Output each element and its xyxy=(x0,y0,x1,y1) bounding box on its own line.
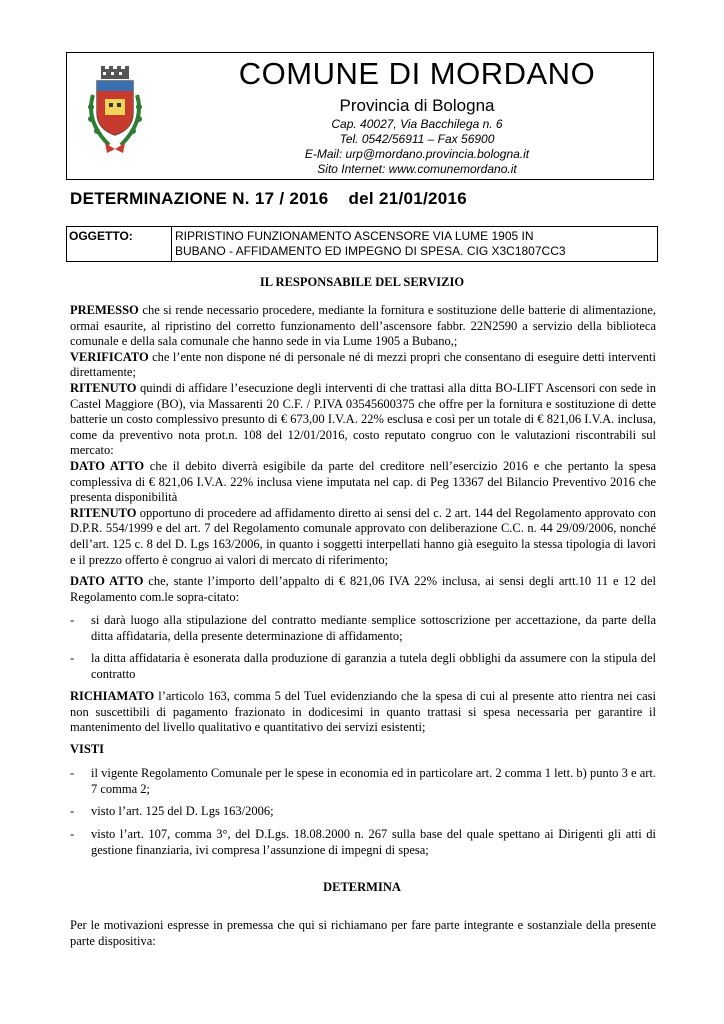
bullet-dash: - xyxy=(70,613,75,627)
bullet-dash: - xyxy=(70,651,75,665)
visti-keyword: VISTI xyxy=(70,742,105,756)
list-item xyxy=(70,804,656,820)
determination-heading xyxy=(70,189,467,209)
subject-label: OGGETTO: xyxy=(69,229,133,243)
visti-heading xyxy=(70,742,656,758)
municipality-name: COMUNE DI MORDANO xyxy=(238,56,596,91)
final-paragraph xyxy=(70,918,656,949)
website: Sito Internet: www.comunemordano.it xyxy=(317,162,517,176)
dato-atto-keyword-2: DATO ATTO xyxy=(70,574,144,588)
phone-fax: Tel. 0542/56911 – Fax 56900 xyxy=(339,132,495,146)
email-address: E-Mail: urp@mordano.provincia.bologna.it xyxy=(304,147,530,161)
verificato-text: che l’ente non dispone né di personale né di mezzi propri che consentano di eseguire detti interventi direttamente; xyxy=(70,349,656,380)
list-dash: - xyxy=(70,766,75,780)
responsabile-heading: IL RESPONSABILE DEL SERVIZIO xyxy=(259,275,465,289)
determination-number: DETERMINAZIONE N. 17 / 2016 xyxy=(70,189,329,208)
letterhead-text xyxy=(217,55,617,177)
premesso-keyword: PREMESSO xyxy=(70,303,139,317)
premesso-text: che si rende necessario procedere, mediante la fornitura e sostituzione delle batterie di alimentazione, ormai esaurite, al ripristino del corretto funzionamento dell’ascensore fabbr. 22N2590 a servizio della biblioteca comunale e della sala comunale che hanno sede in via Lume 1905 a Bubano,; xyxy=(70,303,656,349)
dato-atto-text-1: che il debito diverrà esigibile da parte del creditore nell’esercizio 2016 e che pertanto la spesa complessiva di € 821,06 I.V.A. 22% inclusa viene imputata nel cap. di Peg 13367 del Bilancio Preventivo 2016 che presenta disponibilità xyxy=(70,458,657,505)
dato-atto-paragraph-1 xyxy=(70,459,656,506)
subject-divider xyxy=(171,227,172,261)
ritenuto-paragraph-1 xyxy=(70,381,656,459)
preamble-block xyxy=(70,303,656,568)
ritenuto-keyword-1: RITENUTO xyxy=(70,380,137,395)
subject-box xyxy=(66,226,658,262)
richiamato-text: l’articolo 163, comma 5 del Tuel evidenziando che la spesa di cui al presente atto rientra nei casi non suscettibili di pagamento frazionato in dodicesimi in quanto trattasi si spesa necessaria per garantire il mantenimento del livello qualitativo e quantitativo dei servizi esistenti; xyxy=(70,689,656,735)
postal-address: Cap. 40027, Via Bacchilega n. 6 xyxy=(331,117,503,131)
dato-atto-keyword-1: DATO ATTO xyxy=(70,458,145,473)
visti-text-3: visto l’art. 107, comma 3°, del D.Lgs. 18.08.2000 n. 267 sulla base del quale spettano ai Dirigenti gli atti di gestione finanziaria, ivi compresa l’assunzione di impegni di spesa; xyxy=(91,827,656,857)
verificato-paragraph xyxy=(70,350,656,381)
richiamato-paragraph xyxy=(70,689,656,736)
premesso-paragraph xyxy=(70,303,656,350)
determina-heading: DETERMINA xyxy=(323,880,401,894)
ritenuto-paragraph-2 xyxy=(70,506,656,568)
list-item xyxy=(70,827,656,858)
province-name: Provincia di Bologna xyxy=(339,96,495,115)
list-dash: - xyxy=(70,827,75,841)
dato-atto-text-2: che, stante l’importo dell’appalto di € 821,06 IVA 22% inclusa, ai sensi degli artt.10 11 e 12 del Regolamento com.le sopra-citato: xyxy=(70,574,657,604)
visti-text-1: il vigente Regolamento Comunale per le spese in economia ed in particolare art. 2 comma 1 lett. b) punto 3 e art. 7 comma 2; xyxy=(91,766,656,796)
ritenuto-text-1: quindi di affidare l’esecuzione degli interventi di che trattasi alla ditta BO-LIFT Ascensori con sede in Castel Maggiore (BO), via Massarenti 20 C.F. / P.IVA 03545600375 che offre per la fornitura e sostituzione di dette batterie un costo complessivo presunto di € 673,00 I.V.A. 22% esclusa e così per un totale di € 821,06 I.V.A. inclusa, come da preventivo nota prot.n. 108 del 12/01/2016, costo reputato congruo con le valutazioni riscontrabili sul mercato: xyxy=(70,380,656,458)
list-item xyxy=(70,766,656,797)
ritenuto-keyword-2: RITENUTO xyxy=(70,505,137,520)
dato-atto-paragraph-2 xyxy=(70,574,656,605)
final-text: Per le motivazioni espresse in premessa che qui si richiamano per fare parte integrante e sostanziale della presente parte dispositiva: xyxy=(70,918,656,948)
subject-line-1: RIPRISTINO FUNZIONAMENTO ASCENSORE VIA LUME 1905 IN xyxy=(175,229,534,243)
municipal-coat-of-arms-icon xyxy=(79,65,151,159)
bullet-text-2: la ditta affidataria è esonerata dalla produzione di garanzia a tutela degli obblighi da assumere con la stipula del contratto xyxy=(91,651,656,681)
list-item xyxy=(70,613,656,644)
verificato-keyword: VERIFICATO xyxy=(70,349,149,364)
richiamato-keyword: RICHIAMATO xyxy=(70,689,155,703)
subject-text xyxy=(175,229,655,259)
ritenuto-text-2: opportuno di procedere ad affidamento diretto ai sensi del c. 2 art. 144 del Regolamento approvato con D.P.R. 554/1999 e del art. 7 del Regolamento comunale approvato con deliberazione C.C. n. 44 29/09/2006, nonché dell’art. 125 c. 8 del D. Lgs 163/2006, in quanto i soggetti interpellati hanno già eseguito la stessa tipologia di lavori e il prezzo offerto è congruo ai valori di mercato di riferimento; xyxy=(70,505,656,567)
letterhead-box xyxy=(66,52,654,180)
visti-text-2: visto l’art. 125 del D. Lgs 163/2006; xyxy=(91,804,274,818)
determination-date: del 21/01/2016 xyxy=(348,189,468,208)
subject-line-2: BUBANO - AFFIDAMENTO ED IMPEGNO DI SPESA. CIG X3C1807CC3 xyxy=(175,244,566,258)
list-dash: - xyxy=(70,804,75,818)
bullet-text-1: si darà luogo alla stipulazione del contratto mediante semplice sottoscrizione per accettazione, da parte della ditta affidataria, della presente determinazione di affidamento; xyxy=(91,613,656,643)
list-item xyxy=(70,651,656,682)
